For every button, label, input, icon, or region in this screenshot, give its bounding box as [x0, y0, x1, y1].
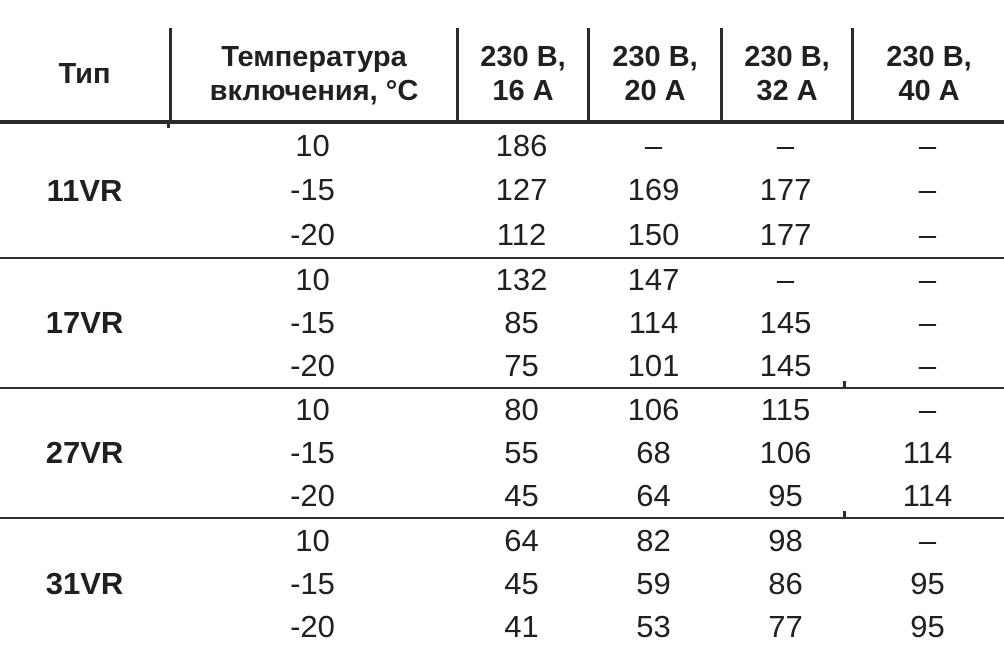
header-temp-line1: Температура	[221, 41, 407, 73]
value-cell: –	[918, 304, 937, 340]
table-header-row	[0, 28, 1004, 124]
value-cell: 186	[495, 128, 548, 164]
value-cell: 106	[627, 392, 680, 428]
header-230v-16a-line1: 230 В,	[480, 41, 566, 73]
value-cell: 145	[759, 304, 812, 340]
value-cell: 41	[504, 608, 539, 644]
value-cell: 112	[496, 216, 547, 252]
value-cell: 95	[768, 477, 803, 513]
table-row	[169, 259, 1004, 302]
value-cell: 177	[759, 172, 812, 208]
temp-cell: -20	[290, 216, 335, 252]
header-type-label: Тип	[58, 58, 111, 90]
value-cell: 86	[768, 565, 803, 601]
value-cell: 127	[495, 172, 548, 208]
value-cell: 64	[504, 522, 539, 558]
group-rows	[169, 389, 1004, 517]
value-cell: 114	[902, 434, 953, 470]
table-row	[169, 562, 1004, 605]
type-label: 31VR	[45, 565, 124, 601]
type-label: 11VR	[46, 172, 123, 208]
value-cell: –	[918, 522, 937, 558]
value-cell: 64	[636, 477, 671, 513]
header-230v-40a-line2: 40 А	[898, 75, 960, 107]
relay-load-spec-table	[0, 28, 1004, 648]
value-cell: –	[776, 128, 795, 164]
header-230v-32a-line2: 32 А	[756, 75, 818, 107]
temp-cell: -15	[290, 304, 335, 340]
temp-cell: 10	[295, 522, 330, 558]
value-cell: –	[918, 262, 937, 298]
temp-cell: 10	[295, 262, 330, 298]
divider-tick	[843, 381, 846, 387]
header-cell-230v-40a	[851, 28, 1004, 120]
table-group-11vr	[0, 124, 1004, 257]
value-cell: 98	[768, 522, 803, 558]
header-230v-32a-line1: 230 В,	[744, 41, 830, 73]
table-row	[169, 344, 1004, 387]
table-row	[169, 519, 1004, 562]
divider-tick	[843, 511, 846, 517]
value-cell: 45	[504, 565, 539, 601]
value-cell: –	[776, 262, 795, 298]
value-cell: 77	[768, 608, 803, 644]
group-rows	[169, 259, 1004, 387]
group-rows	[169, 519, 1004, 648]
value-cell: 147	[627, 262, 680, 298]
header-230v-16a-line2: 16 А	[492, 75, 554, 107]
table-row	[169, 474, 1004, 517]
header-cell-230v-16a	[456, 28, 587, 120]
value-cell: 55	[504, 434, 539, 470]
temp-cell: 10	[295, 128, 330, 164]
value-cell: 85	[504, 304, 539, 340]
value-cell: 132	[495, 262, 548, 298]
type-label: 17VR	[45, 305, 124, 340]
group-rows	[169, 124, 1004, 257]
header-cell-temperature	[169, 28, 456, 120]
value-cell: –	[918, 216, 937, 252]
table-row	[169, 389, 1004, 432]
value-cell: 177	[759, 216, 812, 252]
table-row	[169, 302, 1004, 345]
temp-cell: 10	[295, 392, 330, 428]
header-230v-20a-line2: 20 А	[624, 75, 686, 107]
temp-cell: -20	[290, 477, 335, 513]
header-230v-20a-line1: 230 В,	[612, 41, 698, 73]
value-cell: 150	[627, 216, 680, 252]
temp-cell: -15	[290, 172, 335, 208]
table-row	[169, 168, 1004, 212]
header-230v-40a-line1: 230 В,	[886, 41, 972, 73]
value-cell: 82	[636, 522, 671, 558]
table-group-31vr	[0, 517, 1004, 648]
temp-cell: -15	[290, 434, 335, 470]
table-row	[169, 213, 1004, 257]
value-cell: –	[918, 128, 937, 164]
value-cell: 95	[910, 608, 945, 644]
table-row	[169, 432, 1004, 475]
header-temp-line2: включения, °C	[209, 75, 419, 107]
value-cell: 114	[902, 477, 953, 513]
table-row	[169, 605, 1004, 648]
table-group-27vr	[0, 387, 1004, 517]
value-cell: 80	[504, 392, 539, 428]
divider-tick	[167, 122, 170, 128]
value-cell: 106	[759, 434, 812, 470]
value-cell: –	[918, 172, 937, 208]
value-cell: 75	[504, 347, 539, 383]
value-cell: 145	[759, 347, 812, 383]
value-cell: 68	[636, 434, 671, 470]
temp-cell: -20	[290, 608, 335, 644]
value-cell: 115	[760, 392, 811, 428]
header-cell-230v-20a	[587, 28, 720, 120]
temp-cell: -20	[290, 347, 335, 383]
temp-cell: -15	[290, 565, 335, 601]
header-cell-type	[0, 28, 169, 120]
value-cell: –	[918, 347, 937, 383]
header-cell-230v-32a	[720, 28, 851, 120]
value-cell: –	[918, 392, 937, 428]
type-label: 27VR	[45, 435, 124, 470]
value-cell: 59	[636, 565, 671, 601]
value-cell: 101	[627, 347, 680, 383]
value-cell: 45	[504, 477, 539, 513]
value-cell: 53	[636, 608, 671, 644]
table-group-17vr	[0, 257, 1004, 387]
table-row	[169, 124, 1004, 168]
value-cell: –	[644, 128, 663, 164]
value-cell: 169	[627, 172, 680, 208]
value-cell: 114	[628, 304, 679, 340]
value-cell: 95	[910, 565, 945, 601]
